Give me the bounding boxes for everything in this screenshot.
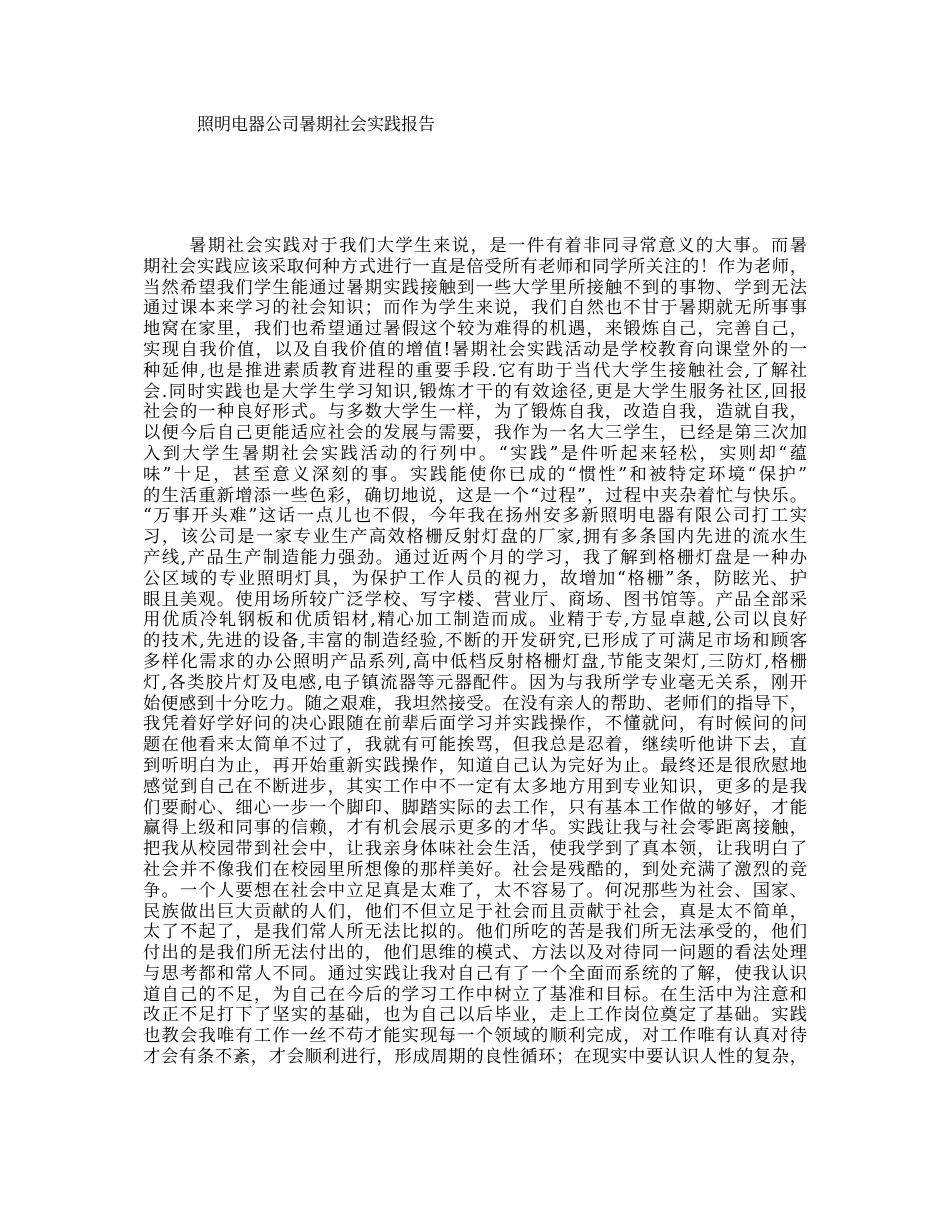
paragraph-line: 习，该公司是一家专业生产高效格栅反射灯盘的厂家,拥有多条国内先进的流水生	[143, 527, 807, 548]
paragraph-line: 的技术,先进的设备,丰富的制造经验,不断的开发研究,已形成了可满足市场和顾客	[143, 631, 807, 652]
paragraph-line: 通过课本来学习的社会知识；而作为学生来说，我们自然也不甘于暑期就无所事事	[143, 298, 807, 319]
paragraph-line: 也教会我唯有工作一丝不苟才能实现每一个领域的顺利完成，对工作唯有认真对待	[143, 1026, 807, 1047]
paragraph-line: 付出的是我们所无法付出的，他们思维的模式、方法以及对待同一问题的看法处理	[143, 943, 807, 964]
paragraph-line: 期社会实践应该采取何种方式进行一直是倍受所有老师和同学所关注的！作为老师，	[143, 256, 807, 277]
paragraph-line: 多样化需求的办公照明产品系列,高中低档反射格栅灯盘,节能支架灯,三防灯,格栅	[143, 651, 807, 672]
paragraph-line: 始便感到十分吃力。随之艰难，我坦然接受。在没有亲人的帮助、老师们的指导下，	[143, 693, 807, 714]
paragraph-line: 灯,各类胶片灯及电感,电子镇流器等元器配件。因为与我所学专业毫无关系，刚开	[143, 672, 807, 693]
paragraph-line: 当然希望我们学生能通过暑期实践接触到一些大学里所接触不到的事物、学到无法	[143, 277, 807, 298]
paragraph-line: 眼且美观。使用场所较广泛学校、写字楼、营业厅、商场、图书馆等。产品全部采	[143, 589, 807, 610]
document-title: 照明电器公司暑期社会实践报告	[197, 115, 435, 135]
paragraph-line: “万事开头难”这话一点儿也不假，今年我在扬州安多新照明电器有限公司打工实	[143, 506, 807, 527]
paragraph-line: 我凭着好学好问的决心跟随在前辈后面学习并实践操作，不懂就问，有时候问的问	[143, 714, 807, 735]
paragraph-line: 实现自我价值，以及自我价值的增值!暑期社会实践活动是学校教育向课堂外的一	[143, 339, 807, 360]
paragraph-line: 种延伸,也是推进素质教育进程的重要手段.它有助于当代大学生接触社会,了解社	[143, 360, 807, 381]
paragraph-line: 公区域的专业照明灯具，为保护工作人员的视力，故增加“格栅”条，防眩光、护	[143, 568, 807, 589]
paragraph-line: 赢得上级和同事的信赖，才有机会展示更多的才华。实践让我与社会零距离接触，	[143, 818, 807, 839]
paragraph-line: 用优质冷轧钢板和优质铝材,精心加工制造而成。业精于专,方显卓越,公司以良好	[143, 610, 807, 631]
paragraph-line: 入到大学生暑期社会实践活动的行列中。“实践”是件听起来轻松，实则却“蕴	[143, 443, 807, 464]
paragraph-line: 民族做出巨大贡献的人们，他们不但立足于社会而且贡献于社会，真是太不简单，	[143, 901, 807, 922]
paragraph-line: 产线,产品生产制造能力强劲。通过近两个月的学习，我了解到格栅灯盘是一种办	[143, 547, 807, 568]
paragraph-line: 与思考都和常人不同。通过实践让我对自己有了一个全面而系统的了解，使我认识	[143, 963, 807, 984]
paragraph-line: 题在他看来太简单不过了，我就有可能挨骂，但我总是忍着，继续听他讲下去，直	[143, 735, 807, 756]
paragraph-line: 暑期社会实践对于我们大学生来说，是一件有着非同寻常意义的大事。而暑	[189, 236, 807, 256]
paragraph-line: 才会有条不紊，才会顺利进行，形成周期的良性循环；在现实中要认识人性的复杂，	[143, 1047, 807, 1068]
paragraph-line: 社会的一种良好形式。与多数大学生一样，为了锻炼自我，改造自我，造就自我，	[143, 402, 807, 423]
paragraph-line: 味”十足，甚至意义深刻的事。实践能使你已成的“惯性”和被特定环境“保护”	[143, 464, 807, 485]
paragraph-line: 到听明白为止，再开始重新实践操作，知道自己认为完好为止。最终还是很欣慰地	[143, 755, 807, 776]
paragraph-line: 以便今后自己更能适应社会的发展与需要，我作为一名大三学生，已经是第三次加	[143, 423, 807, 444]
paragraph-line: 的生活重新增添一些色彩，确切地说，这是一个“过程”，过程中夹杂着忙与快乐。	[143, 485, 807, 506]
paragraph-line: 把我从校园带到社会中，让我亲身体味社会生活，使我学到了真本领，让我明白了	[143, 839, 807, 860]
paragraph-line: 道自己的不足，为自己在今后的学习工作中树立了基准和目标。在生活中为注意和	[143, 984, 807, 1005]
paragraph-line: 争。一个人要想在社会中立足真是太难了，太不容易了。何况那些为社会、国家、	[143, 880, 807, 901]
paragraph-line: 们要耐心、细心一步一个脚印、脚踏实际的去工作，只有基本工作做的够好，才能	[143, 797, 807, 818]
paragraph-line: 感觉到自己在不断进步，其实工作中不一定有太多地方用到专业知识，更多的是我	[143, 776, 807, 797]
document-body	[143, 236, 807, 1068]
paragraph-line: 社会并不像我们在校园里所想像的那样美好。社会是残酷的，到处充满了激烈的竞	[143, 859, 807, 880]
paragraph-line: 会.同时实践也是大学生学习知识,锻炼才干的有效途径,更是大学生服务社区,回报	[143, 381, 807, 402]
paragraph-line: 太了不起了，是我们常人所无法比拟的。他们所吃的苦是我们所无法承受的，他们	[143, 922, 807, 943]
paragraph-line: 地窝在家里，我们也希望通过暑假这个较为难得的机遇，来锻炼自己，完善自己，	[143, 319, 807, 340]
paragraph-line: 改正不足打下了坚实的基础，也为自己以后毕业，走上工作岗位奠定了基础。实践	[143, 1005, 807, 1026]
